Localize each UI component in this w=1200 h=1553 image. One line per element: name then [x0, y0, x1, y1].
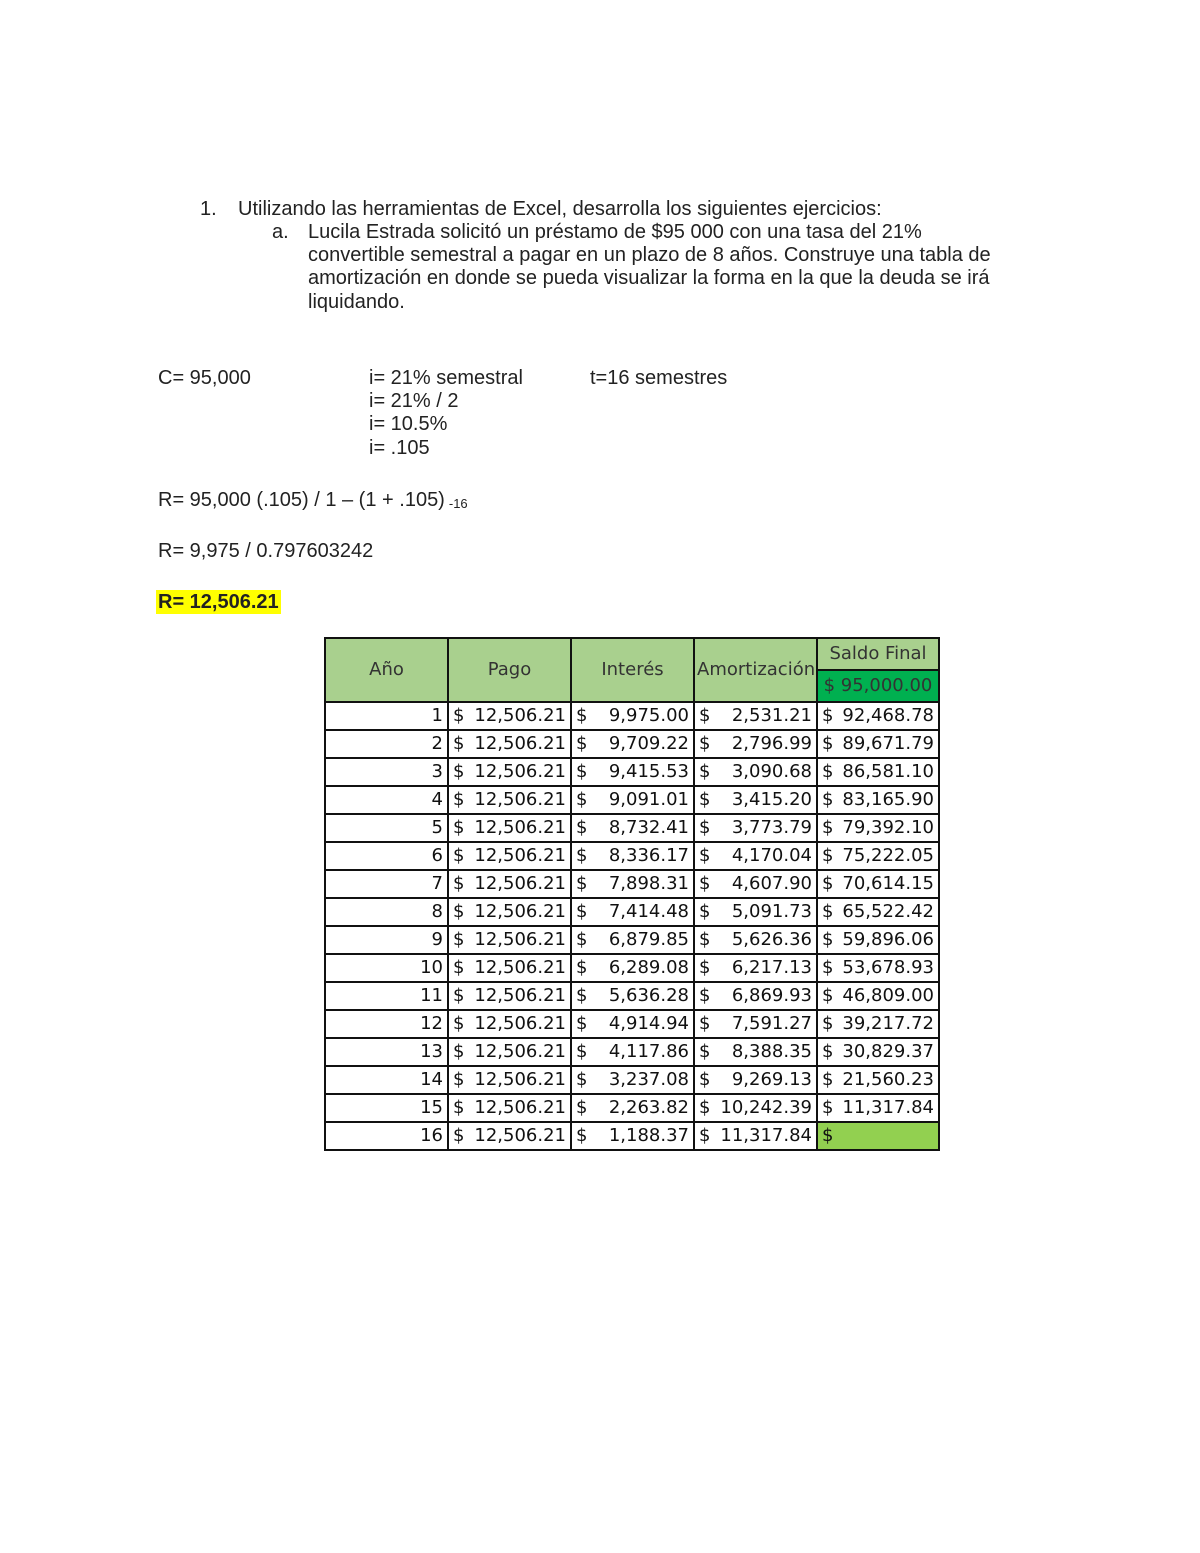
cell-balance [817, 1010, 939, 1038]
currency-symbol: $ [699, 733, 711, 754]
cell-value: 12,506.21 [474, 733, 566, 754]
table-row [325, 926, 939, 954]
cell-amortization [694, 926, 817, 954]
currency-symbol: $ [822, 789, 834, 810]
rate-line: i= 21% semestral [369, 367, 523, 389]
cell-payment [448, 926, 571, 954]
cell-value: 30,829.37 [842, 1041, 934, 1062]
currency-symbol: $ [699, 817, 711, 838]
cell-value: 12,506.21 [474, 985, 566, 1006]
cell-balance [817, 954, 939, 982]
currency-symbol: $ [699, 957, 711, 978]
cell-interest [571, 1066, 694, 1094]
currency-symbol: $ [453, 761, 465, 782]
cell-interest [571, 1010, 694, 1038]
currency-symbol: $ [822, 761, 834, 782]
cell-payment [448, 730, 571, 758]
cell-value: 12,506.21 [474, 929, 566, 950]
cell-value: 3,773.79 [731, 817, 812, 838]
cell-interest [571, 758, 694, 786]
cell-value: 9,415.53 [608, 761, 689, 782]
cell-amortization [694, 870, 817, 898]
cell-interest [571, 702, 694, 730]
table-row [325, 1122, 939, 1150]
currency-symbol: $ [822, 817, 834, 838]
cell-value: 6,289.08 [608, 957, 689, 978]
cell-balance [817, 982, 939, 1010]
cell-year: 1 [325, 702, 448, 730]
currency-symbol: $ [576, 1097, 588, 1118]
cell-value: 12,506.21 [474, 789, 566, 810]
cell-value: 11,317.84 [842, 1097, 934, 1118]
table-row [325, 814, 939, 842]
cell-value: 12,506.21 [474, 901, 566, 922]
cell-value: 3,415.20 [731, 789, 812, 810]
currency-symbol: $ [576, 761, 588, 782]
header-year: Año [325, 638, 448, 702]
currency-symbol: $ [699, 1097, 711, 1118]
cell-year: 10 [325, 954, 448, 982]
formula-exponent: -16 [448, 496, 468, 511]
cell-value: 10,242.39 [720, 1097, 812, 1118]
cell-value: 12,506.21 [474, 873, 566, 894]
cell-payment [448, 842, 571, 870]
cell-year: 16 [325, 1122, 448, 1150]
cell-year: 7 [325, 870, 448, 898]
cell-amortization [694, 1122, 817, 1150]
currency-symbol: $ [699, 1125, 711, 1146]
cell-balance [817, 870, 939, 898]
cell-payment [448, 1094, 571, 1122]
cell-value: 86,581.10 [842, 761, 934, 782]
cell-value: 3,237.08 [608, 1069, 689, 1090]
cell-value: 5,091.73 [731, 901, 812, 922]
currency-symbol: $ [699, 845, 711, 866]
cell-value: 12,506.21 [474, 761, 566, 782]
cell-year: 3 [325, 758, 448, 786]
currency-symbol: $ [453, 733, 465, 754]
cell-amortization [694, 702, 817, 730]
cell-payment [448, 1038, 571, 1066]
payment-formula [158, 488, 468, 516]
capital-value: C= 95,000 [158, 367, 251, 389]
currency-symbol: $ [453, 817, 465, 838]
cell-interest [571, 1094, 694, 1122]
currency-symbol: $ [576, 901, 588, 922]
cell-amortization [694, 898, 817, 926]
currency-symbol: $ [822, 873, 834, 894]
cell-value: 3,090.68 [731, 761, 812, 782]
cell-year: 4 [325, 786, 448, 814]
cell-value: 12,506.21 [474, 705, 566, 726]
currency-symbol: $ [699, 789, 711, 810]
cell-balance [817, 926, 939, 954]
header-final-balance: Saldo Final [817, 638, 939, 670]
cell-value: 7,414.48 [608, 901, 689, 922]
cell-value: 12,506.21 [474, 1069, 566, 1090]
cell-value: 6,869.93 [731, 985, 812, 1006]
payment-division: R= 9,975 / 0.797603242 [158, 540, 374, 562]
currency-symbol: $ [699, 929, 711, 950]
header-interest: Interés [571, 638, 694, 702]
cell-value: 21,560.23 [842, 1069, 934, 1090]
currency-symbol: $ [576, 929, 588, 950]
cell-value: 2,531.21 [731, 705, 812, 726]
cell-year: 14 [325, 1066, 448, 1094]
cell-balance [817, 758, 939, 786]
initial-balance: $ 95,000.00 [817, 670, 939, 702]
cell-amortization [694, 758, 817, 786]
cell-value: 7,591.27 [731, 1013, 812, 1034]
cell-interest [571, 870, 694, 898]
cell-interest [571, 730, 694, 758]
cell-payment [448, 1010, 571, 1038]
cell-value: 59,896.06 [842, 929, 934, 950]
payment-formula-text: R= 95,000 (.105) / 1 – (1 + .105) [158, 489, 445, 511]
table-row [325, 982, 939, 1010]
currency-symbol: $ [576, 1125, 588, 1146]
currency-symbol: $ [576, 705, 588, 726]
currency-symbol: $ [822, 705, 834, 726]
cell-value: 9,709.22 [608, 733, 689, 754]
cell-value: 12,506.21 [474, 1097, 566, 1118]
currency-symbol: $ [453, 957, 465, 978]
cell-payment [448, 1066, 571, 1094]
cell-balance [817, 1094, 939, 1122]
cell-amortization [694, 1066, 817, 1094]
currency-symbol: $ [576, 957, 588, 978]
table-row [325, 1038, 939, 1066]
rate-line: i= 10.5% [369, 413, 448, 435]
cell-value: 12,506.21 [474, 845, 566, 866]
cell-year: 13 [325, 1038, 448, 1066]
currency-symbol: $ [822, 1041, 834, 1062]
header-amortization: Amortización [694, 638, 817, 702]
currency-symbol: $ [576, 817, 588, 838]
currency-symbol: $ [699, 1013, 711, 1034]
currency-symbol: $ [699, 761, 711, 782]
cell-payment [448, 870, 571, 898]
currency-symbol: $ [576, 733, 588, 754]
cell-value: 7,898.31 [608, 873, 689, 894]
currency-symbol: $ [822, 985, 834, 1006]
currency-symbol: $ [576, 1013, 588, 1034]
currency-symbol: $ [453, 705, 465, 726]
cell-payment [448, 814, 571, 842]
cell-value: 9,269.13 [731, 1069, 812, 1090]
cell-value: 6,879.85 [608, 929, 689, 950]
cell-value: 83,165.90 [842, 789, 934, 810]
cell-balance [817, 730, 939, 758]
exercise-line: convertible semestral a pagar en un plazo de 8 años. Construye una tabla de [308, 244, 991, 266]
table-row [325, 758, 939, 786]
cell-balance [817, 1066, 939, 1094]
header-payment: Pago [448, 638, 571, 702]
cell-payment [448, 954, 571, 982]
table-row [325, 1094, 939, 1122]
currency-symbol: $ [453, 985, 465, 1006]
currency-symbol: $ [576, 1041, 588, 1062]
table-row [325, 786, 939, 814]
cell-value: 4,170.04 [731, 845, 812, 866]
cell-value: 12,506.21 [474, 1125, 566, 1146]
currency-symbol: $ [699, 705, 711, 726]
currency-symbol: $ [822, 1097, 834, 1118]
cell-interest [571, 842, 694, 870]
cell-value: 53,678.93 [842, 957, 934, 978]
cell-value: 9,091.01 [608, 789, 689, 810]
cell-value: 11,317.84 [720, 1125, 812, 1146]
cell-value: 4,117.86 [608, 1041, 689, 1062]
currency-symbol: $ [453, 1125, 465, 1146]
currency-symbol: $ [453, 1013, 465, 1034]
cell-value: 8,336.17 [608, 845, 689, 866]
table-row [325, 842, 939, 870]
cell-value: 9,975.00 [608, 705, 689, 726]
cell-value: 8,732.41 [608, 817, 689, 838]
currency-symbol: $ [822, 845, 834, 866]
cell-year: 9 [325, 926, 448, 954]
currency-symbol: $ [576, 873, 588, 894]
cell-year: 8 [325, 898, 448, 926]
cell-amortization [694, 842, 817, 870]
cell-interest [571, 1122, 694, 1150]
cell-balance [817, 842, 939, 870]
cell-amortization [694, 1010, 817, 1038]
cell-value: 8,388.35 [731, 1041, 812, 1062]
currency-symbol: $ [822, 1125, 834, 1146]
table-row [325, 702, 939, 730]
sub-item-letter: a. [272, 221, 289, 243]
currency-symbol: $ [699, 1069, 711, 1090]
cell-value: 6,217.13 [731, 957, 812, 978]
cell-value: 79,392.10 [842, 817, 934, 838]
currency-symbol: $ [822, 1013, 834, 1034]
currency-symbol: $ [699, 1041, 711, 1062]
currency-symbol: $ [453, 1041, 465, 1062]
cell-value: 1,188.37 [608, 1125, 689, 1146]
table-row [325, 898, 939, 926]
table-row [325, 870, 939, 898]
exercise-line: amortización en donde se pueda visualizar la forma en la que la deuda se irá [308, 267, 990, 289]
currency-symbol: $ [453, 901, 465, 922]
cell-interest [571, 786, 694, 814]
cell-value: 70,614.15 [842, 873, 934, 894]
list-item-number: 1. [200, 198, 217, 220]
cell-year: 2 [325, 730, 448, 758]
cell-interest [571, 898, 694, 926]
table-row [325, 730, 939, 758]
currency-symbol: $ [576, 789, 588, 810]
rate-line: i= .105 [369, 437, 430, 459]
table-row [325, 954, 939, 982]
cell-interest [571, 926, 694, 954]
cell-value: 4,607.90 [731, 873, 812, 894]
table-row [325, 1066, 939, 1094]
currency-symbol: $ [822, 1069, 834, 1090]
cell-amortization [694, 982, 817, 1010]
cell-value: 39,217.72 [842, 1013, 934, 1034]
cell-amortization [694, 1038, 817, 1066]
cell-interest [571, 982, 694, 1010]
currency-symbol: $ [576, 845, 588, 866]
instruction-text: Utilizando las herramientas de Excel, desarrolla los siguientes ejercicios: [238, 198, 882, 220]
cell-year: 12 [325, 1010, 448, 1038]
currency-symbol: $ [822, 957, 834, 978]
cell-payment [448, 786, 571, 814]
cell-value: 5,636.28 [608, 985, 689, 1006]
cell-value: 2,263.82 [608, 1097, 689, 1118]
cell-balance [817, 702, 939, 730]
cell-amortization [694, 730, 817, 758]
cell-interest [571, 814, 694, 842]
cell-interest [571, 954, 694, 982]
currency-symbol: $ [576, 985, 588, 1006]
cell-value: 12,506.21 [474, 1041, 566, 1062]
cell-year: 5 [325, 814, 448, 842]
cell-payment [448, 898, 571, 926]
cell-value: 5,626.36 [731, 929, 812, 950]
currency-symbol: $ [576, 1069, 588, 1090]
cell-payment [448, 982, 571, 1010]
currency-symbol: $ [453, 929, 465, 950]
term-value: t=16 semestres [590, 367, 728, 389]
currency-symbol: $ [822, 929, 834, 950]
currency-symbol: $ [822, 901, 834, 922]
currency-symbol: $ [699, 985, 711, 1006]
cell-amortization [694, 814, 817, 842]
cell-payment [448, 702, 571, 730]
cell-value: 12,506.21 [474, 957, 566, 978]
currency-symbol: $ [453, 873, 465, 894]
currency-symbol: $ [453, 845, 465, 866]
cell-value: 2,796.99 [731, 733, 812, 754]
cell-balance [817, 786, 939, 814]
cell-payment [448, 1122, 571, 1150]
rate-line: i= 21% / 2 [369, 390, 459, 412]
payment-result: R= 12,506.21 [158, 591, 279, 613]
cell-value: 92,468.78 [842, 705, 934, 726]
cell-year: 15 [325, 1094, 448, 1122]
cell-value: 75,222.05 [842, 845, 934, 866]
exercise-line: Lucila Estrada solicitó un préstamo de $95 000 con una tasa del 21% [308, 221, 922, 243]
cell-balance [817, 1122, 939, 1150]
cell-payment [448, 758, 571, 786]
cell-value: 89,671.79 [842, 733, 934, 754]
cell-amortization [694, 1094, 817, 1122]
currency-symbol: $ [822, 733, 834, 754]
table-row [325, 1010, 939, 1038]
cell-value: 4,914.94 [608, 1013, 689, 1034]
cell-value: 46,809.00 [842, 985, 934, 1006]
cell-year: 6 [325, 842, 448, 870]
exercise-line: liquidando. [308, 291, 405, 313]
currency-symbol: $ [453, 1069, 465, 1090]
cell-amortization [694, 954, 817, 982]
cell-value: 12,506.21 [474, 817, 566, 838]
currency-symbol: $ [699, 901, 711, 922]
cell-year: 11 [325, 982, 448, 1010]
cell-amortization [694, 786, 817, 814]
cell-balance [817, 898, 939, 926]
cell-interest [571, 1038, 694, 1066]
currency-symbol: $ [453, 1097, 465, 1118]
currency-symbol: $ [699, 873, 711, 894]
cell-balance [817, 1038, 939, 1066]
currency-symbol: $ [453, 789, 465, 810]
amortization-table [324, 637, 940, 1151]
cell-balance [817, 814, 939, 842]
cell-value: 65,522.42 [842, 901, 934, 922]
cell-value: 12,506.21 [474, 1013, 566, 1034]
